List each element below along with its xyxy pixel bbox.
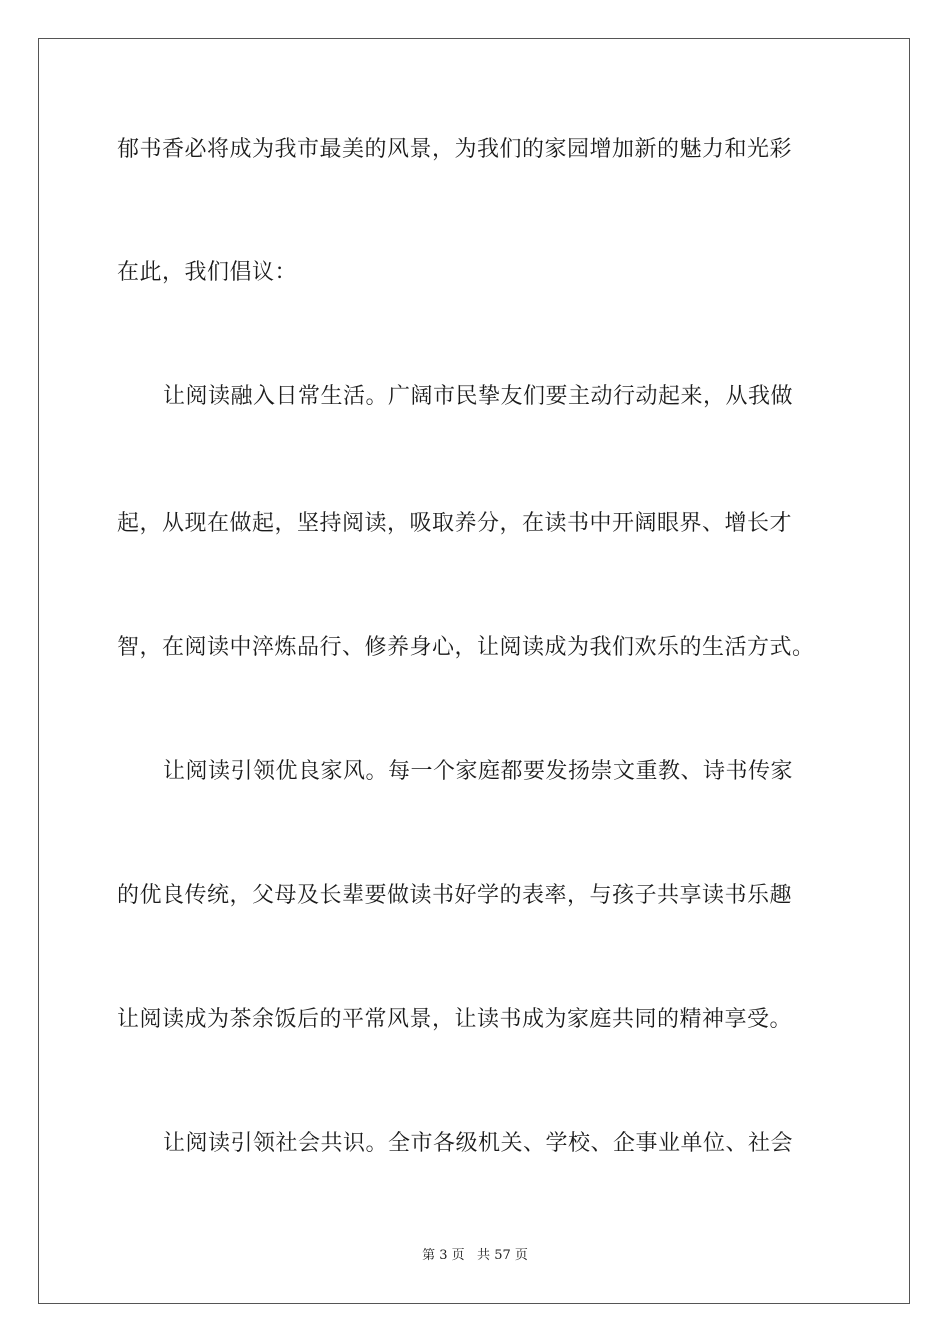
text-line-9: 让阅读引领社会共识。全市各级机关、学校、企事业单位、社会 [163, 1131, 794, 1156]
page-footer: 第 3 页 共 57 页 [422, 1248, 528, 1263]
text-line-4: 起，从现在做起，坚持阅读，吸取养分，在读书中开阔眼界、增长才 [117, 511, 793, 536]
text-line-3: 让阅读融入日常生活。广阔市民挚友们要主动行动起来，从我做 [163, 384, 794, 409]
text-line-2: 在此，我们倡议： [117, 260, 298, 285]
page-border [38, 38, 910, 1304]
text-line-5: 智，在阅读中淬炼品行、修养身心，让阅读成为我们欢乐的生活方式。 [117, 635, 815, 660]
text-line-6: 让阅读引领优良家风。每一个家庭都要发扬崇文重教、诗书传家 [163, 759, 794, 784]
text-line-8: 让阅读成为茶余饭后的平常风景，让读书成为家庭共同的精神享受。 [117, 1007, 793, 1032]
text-line-1: 郁书香必将成为我市最美的风景，为我们的家园增加新的魅力和光彩 [117, 137, 793, 162]
text-line-7: 的优良传统，父母及长辈要做读书好学的表率，与孩子共享读书乐趣 [117, 883, 793, 908]
